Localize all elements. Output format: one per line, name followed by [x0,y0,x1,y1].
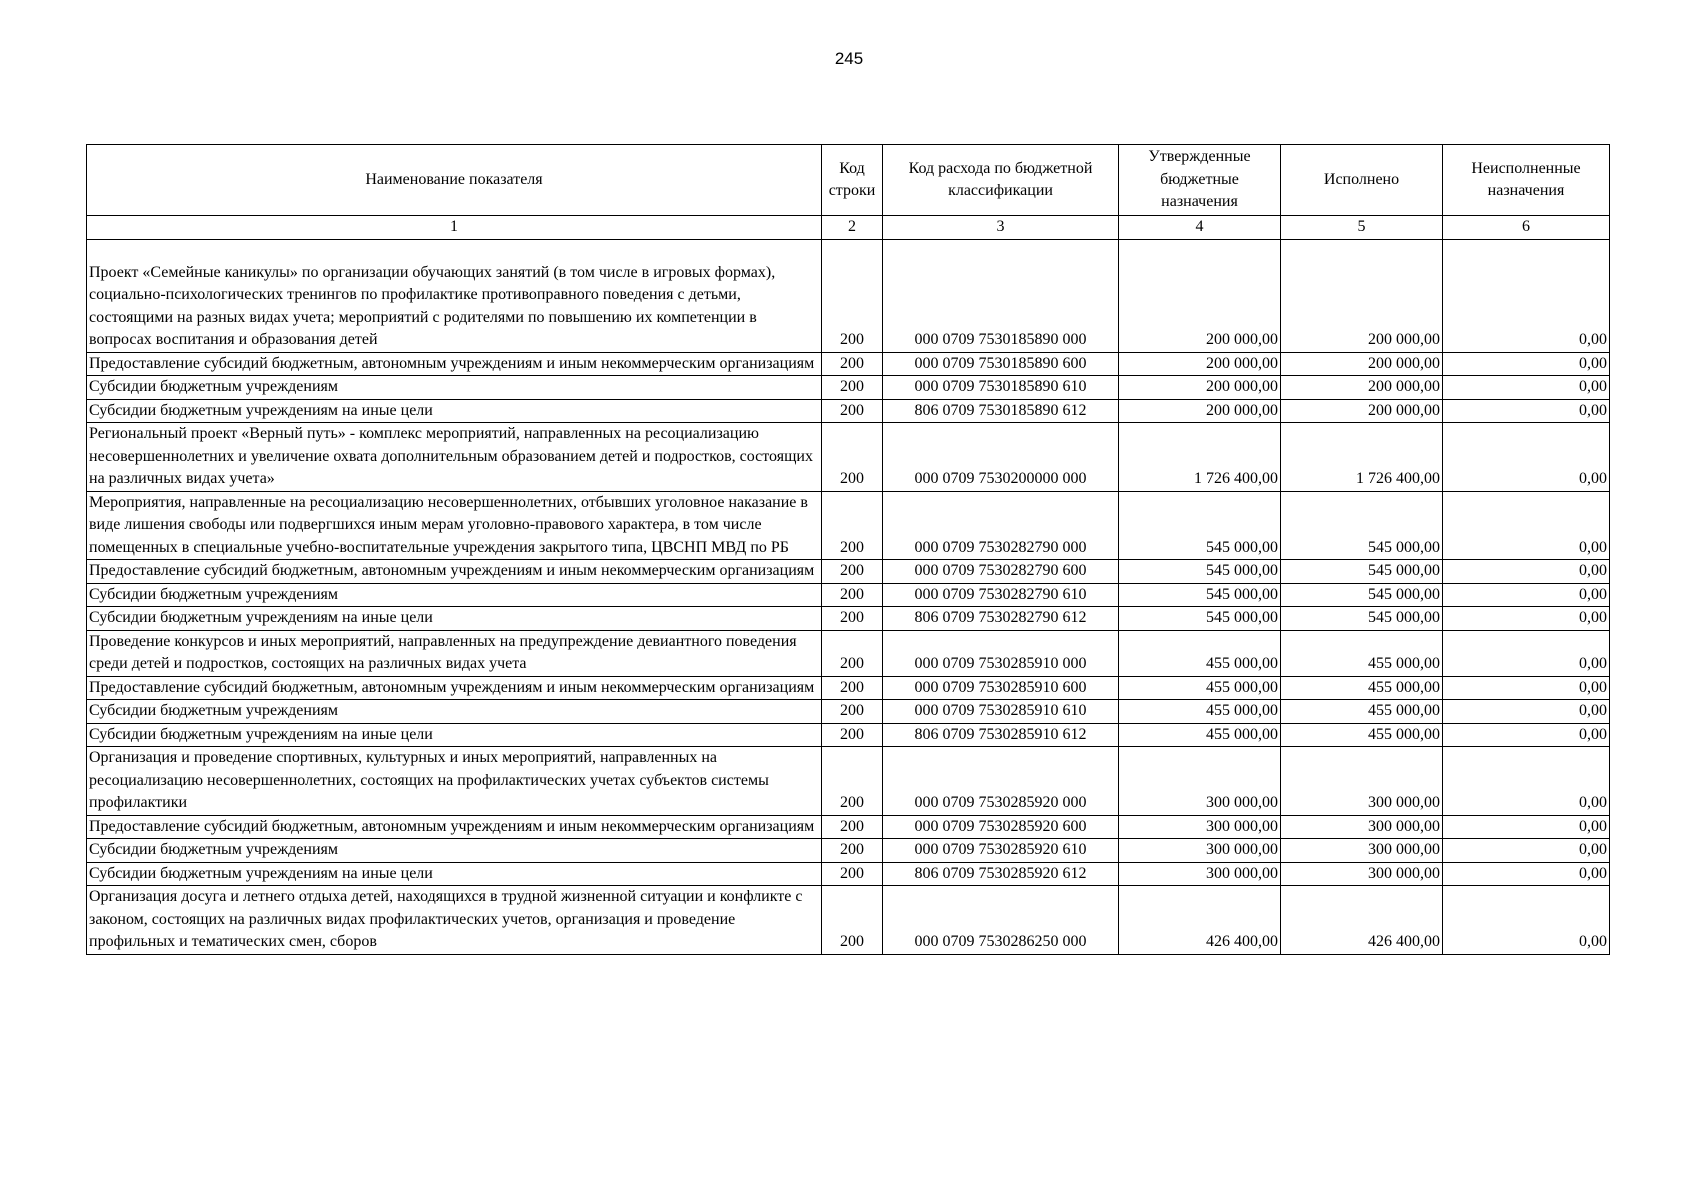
row-budget-code: 000 0709 7530282790 000 [883,491,1119,560]
row-line-code: 200 [822,839,883,863]
row-executed: 455 000,00 [1281,630,1443,676]
table-row [87,239,1610,352]
row-line-code: 200 [822,607,883,631]
row-approved: 200 000,00 [1119,399,1281,423]
row-executed: 455 000,00 [1281,676,1443,700]
table-row [87,723,1610,747]
row-executed: 300 000,00 [1281,747,1443,816]
row-budget-code: 000 0709 7530285910 610 [883,700,1119,724]
row-unexecuted: 0,00 [1443,815,1610,839]
budget-execution-table [86,144,1610,955]
row-executed: 455 000,00 [1281,723,1443,747]
page-number: 245 [834,49,864,68]
row-line-code: 200 [822,399,883,423]
header-approved: Утвержденные бюджетные назначения [1119,145,1281,216]
table-row [87,376,1610,400]
row-budget-code: 000 0709 7530282790 600 [883,560,1119,584]
row-executed: 545 000,00 [1281,560,1443,584]
row-approved: 200 000,00 [1119,352,1281,376]
header-executed: Исполнено [1281,145,1443,216]
table-row [87,630,1610,676]
row-unexecuted: 0,00 [1443,747,1610,816]
row-approved: 545 000,00 [1119,583,1281,607]
row-unexecuted: 0,00 [1443,423,1610,492]
row-approved: 300 000,00 [1119,862,1281,886]
row-budget-code: 806 0709 7530282790 612 [883,607,1119,631]
row-budget-code: 000 0709 7530185890 600 [883,352,1119,376]
row-executed: 545 000,00 [1281,607,1443,631]
table-row [87,700,1610,724]
column-number: 6 [1443,216,1610,240]
table-body [87,239,1610,954]
column-number: 3 [883,216,1119,240]
row-budget-code: 000 0709 7530285910 000 [883,630,1119,676]
row-budget-code: 806 0709 7530185890 612 [883,399,1119,423]
row-budget-code: 000 0709 7530285920 610 [883,839,1119,863]
row-approved: 200 000,00 [1119,376,1281,400]
column-number: 2 [822,216,883,240]
row-approved: 200 000,00 [1119,239,1281,352]
row-unexecuted: 0,00 [1443,239,1610,352]
header-budget-code: Код расхода по бюджетной классификации [883,145,1119,216]
header-unexecuted: Неисполненные назначения [1443,145,1610,216]
row-name: Организация и проведение спортивных, культурных и иных мероприятий, направленных на ресоциализацию несовершеннолетних, состоящих на профилактических учетах субъектов системы профилактики [87,747,822,816]
row-executed: 300 000,00 [1281,815,1443,839]
row-name: Проект «Семейные каникулы» по организации обучающих занятий (в том числе в игровых формах), социально-психологических тренингов по профилактике противоправного поведения с детьми, состоящими на разных видах учета; мероприятий с родителями по повышению их компетенции в вопросах воспитания и образования детей [87,239,822,352]
row-executed: 200 000,00 [1281,352,1443,376]
row-name: Субсидии бюджетным учреждениям [87,700,822,724]
row-line-code: 200 [822,747,883,816]
row-line-code: 200 [822,376,883,400]
row-line-code: 200 [822,583,883,607]
row-budget-code: 000 0709 7530185890 000 [883,239,1119,352]
row-approved: 300 000,00 [1119,815,1281,839]
row-executed: 1 726 400,00 [1281,423,1443,492]
table-row [87,583,1610,607]
row-budget-code: 806 0709 7530285920 612 [883,862,1119,886]
row-name: Проведение конкурсов и иных мероприятий, направленных на предупреждение девиантного поведения среди детей и подростков, состоящих на различных видах учета [87,630,822,676]
row-executed: 455 000,00 [1281,700,1443,724]
row-unexecuted: 0,00 [1443,886,1610,955]
row-name: Предоставление субсидий бюджетным, автономным учреждениям и иным некоммерческим организациям [87,560,822,584]
row-executed: 200 000,00 [1281,399,1443,423]
table-row [87,676,1610,700]
row-name: Предоставление субсидий бюджетным, автономным учреждениям и иным некоммерческим организациям [87,352,822,376]
row-unexecuted: 0,00 [1443,700,1610,724]
row-line-code: 200 [822,423,883,492]
row-name: Предоставление субсидий бюджетным, автономным учреждениям и иным некоммерческим организациям [87,676,822,700]
row-budget-code: 000 0709 7530285910 600 [883,676,1119,700]
table-row [87,423,1610,492]
table-row [87,862,1610,886]
row-name: Субсидии бюджетным учреждениям на иные цели [87,862,822,886]
row-approved: 545 000,00 [1119,491,1281,560]
row-approved: 300 000,00 [1119,747,1281,816]
row-name: Субсидии бюджетным учреждениям на иные цели [87,607,822,631]
row-line-code: 200 [822,239,883,352]
row-executed: 545 000,00 [1281,491,1443,560]
row-budget-code: 000 0709 7530200000 000 [883,423,1119,492]
row-unexecuted: 0,00 [1443,862,1610,886]
row-unexecuted: 0,00 [1443,839,1610,863]
row-approved: 545 000,00 [1119,607,1281,631]
table-row [87,747,1610,816]
row-name: Субсидии бюджетным учреждениям [87,583,822,607]
column-number: 5 [1281,216,1443,240]
table-header-row [87,145,1610,216]
table-row [87,839,1610,863]
row-name: Региональный проект «Верный путь» - комплекс мероприятий, направленных на ресоциализацию несовершеннолетних и увеличение охвата дополнительным образованием детей и подростков, состоящих на различных видах учета» [87,423,822,492]
row-budget-code: 000 0709 7530285920 000 [883,747,1119,816]
row-line-code: 200 [822,630,883,676]
row-unexecuted: 0,00 [1443,352,1610,376]
row-unexecuted: 0,00 [1443,399,1610,423]
row-name: Субсидии бюджетным учреждениям на иные цели [87,399,822,423]
row-budget-code: 000 0709 7530185890 610 [883,376,1119,400]
row-line-code: 200 [822,815,883,839]
row-budget-code: 806 0709 7530285910 612 [883,723,1119,747]
row-line-code: 200 [822,352,883,376]
row-executed: 200 000,00 [1281,239,1443,352]
row-unexecuted: 0,00 [1443,583,1610,607]
table-row [87,399,1610,423]
row-approved: 300 000,00 [1119,839,1281,863]
header-indicator-name: Наименование показателя [87,145,822,216]
row-name: Субсидии бюджетным учреждениям [87,839,822,863]
row-budget-code: 000 0709 7530282790 610 [883,583,1119,607]
row-approved: 455 000,00 [1119,700,1281,724]
row-line-code: 200 [822,862,883,886]
row-line-code: 200 [822,676,883,700]
row-approved: 455 000,00 [1119,723,1281,747]
row-executed: 200 000,00 [1281,376,1443,400]
row-unexecuted: 0,00 [1443,676,1610,700]
row-line-code: 200 [822,886,883,955]
row-executed: 426 400,00 [1281,886,1443,955]
row-approved: 455 000,00 [1119,630,1281,676]
row-name: Мероприятия, направленные на ресоциализацию несовершеннолетних, отбывших уголовное наказание в виде лишения свободы или подвергшихся иным мерам уголовно-правового характера, в том числе помещенных в специальные учебно-воспитательные учреждения закрытого типа, ЦВСНП МВД по РБ [87,491,822,560]
column-number: 1 [87,216,822,240]
column-number-row [87,216,1610,240]
row-budget-code: 000 0709 7530285920 600 [883,815,1119,839]
table-row [87,491,1610,560]
row-line-code: 200 [822,491,883,560]
row-name: Предоставление субсидий бюджетным, автономным учреждениям и иным некоммерческим организациям [87,815,822,839]
row-executed: 300 000,00 [1281,862,1443,886]
row-unexecuted: 0,00 [1443,491,1610,560]
row-budget-code: 000 0709 7530286250 000 [883,886,1119,955]
row-executed: 300 000,00 [1281,839,1443,863]
row-approved: 455 000,00 [1119,676,1281,700]
table-row [87,352,1610,376]
row-executed: 545 000,00 [1281,583,1443,607]
row-unexecuted: 0,00 [1443,630,1610,676]
row-approved: 1 726 400,00 [1119,423,1281,492]
column-number: 4 [1119,216,1281,240]
row-name: Субсидии бюджетным учреждениям [87,376,822,400]
row-name: Субсидии бюджетным учреждениям на иные цели [87,723,822,747]
row-name: Организация досуга и летнего отдыха детей, находящихся в трудной жизненной ситуации и конфликте с законом, состоящих на различных видах профилактических учетов, организация и проведение профильных и тематических смен, сборов [87,886,822,955]
row-unexecuted: 0,00 [1443,560,1610,584]
row-line-code: 200 [822,560,883,584]
row-line-code: 200 [822,723,883,747]
row-unexecuted: 0,00 [1443,376,1610,400]
table-row [87,560,1610,584]
row-approved: 545 000,00 [1119,560,1281,584]
table-row [87,815,1610,839]
row-line-code: 200 [822,700,883,724]
row-unexecuted: 0,00 [1443,607,1610,631]
table-row [87,886,1610,955]
row-unexecuted: 0,00 [1443,723,1610,747]
header-line-code: Код строки [822,145,883,216]
row-approved: 426 400,00 [1119,886,1281,955]
table-row [87,607,1610,631]
